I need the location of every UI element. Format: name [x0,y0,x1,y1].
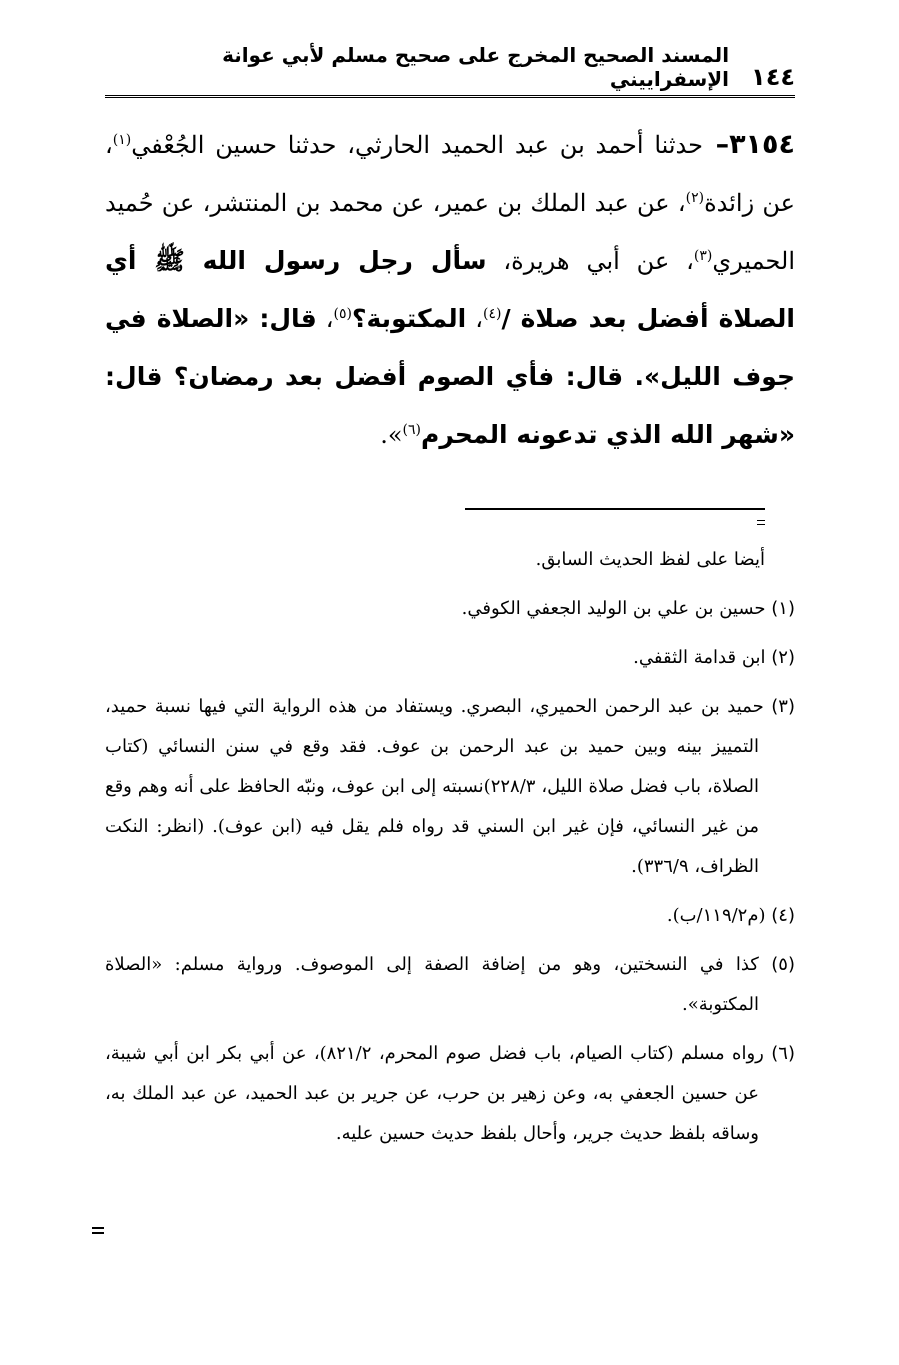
page-number: ١٤٤ [751,63,795,91]
footnote-3 [105,687,795,887]
footnote-text: ابن قدامة الثقفي. [633,647,766,668]
footnote-4 [105,896,795,936]
hadith-text [105,116,795,464]
hadith-isnad-3: ، عن عبد الملك بن عمير، عن محمد بن المنتشر، عن حُميد الحميري [105,189,795,275]
footnote-text: حسين بن علي بن الوليد الجعفي الكوفي. [461,598,766,619]
footnotes [105,540,795,1163]
footnote-continued: أيضا على لفظ الحديث السابق. [535,549,765,570]
hadith-matn-3: قال: «الصلاة في جوف الليل». قال: فأي الصوم أفضل بعد رمضان؟ قال: «شهر الله الذي تدعونه المحرم [105,304,795,449]
hadith-isnad-4: ، عن أبي هريرة، [486,247,694,275]
footnote-number: (٥) [771,954,795,975]
hadith-separator-2: ، [316,305,334,333]
footnote-text: كذا في النسختين، وهو من إضافة الصفة إلى الموصوف. ورواية مسلم: «الصلاة المكتوبة». [105,954,759,1015]
hadith-number: ٣١٥٤ [729,129,795,160]
footnote-ref-6: (٦) [402,422,422,438]
footnote-ref-3: (٣) [693,248,713,264]
continuation-mark [757,520,765,525]
footnote-divider [465,508,765,510]
hadith-matn-2: المكتوبة؟ [352,304,467,333]
footnote-2 [105,638,795,678]
footnote-ref-5: (٥) [333,306,353,322]
footnote-number: (٦) [771,1043,795,1064]
page-end-mark [92,1227,104,1234]
footnote-ref-1: (١) [112,132,132,148]
hadith-separator-1: ، [466,305,483,333]
footnote-text: حميد بن عبد الرحمن الحميري، البصري. ويستفاد من هذه الرواية التي فيها نسبة حميد، التمييز بينه وبين حميد بن عبد الرحمن بن عوف. فقد وقع في سنن النسائي (كتاب الصلاة، باب فضل صلاة الليل، ٢٢٨/٣)نسبته إلى ابن عوف، ونبّه الحافظ على أنه وهم وقع من غير النسائي، فإن غير ابن السني قد رواه فلم يقل فيه (ابن عوف). (انظر: النكت الظراف، ٣٣٦/٩). [105,696,764,877]
footnote-text: رواه مسلم (كتاب الصيام، باب فضل صوم المحرم، ٨٢١/٢)، عن أبي بكر ابن أبي شيبة، عن حسين الجعفي به، وعن زهير بن حرب، عن جرير بن عبد الحميد، عن عبد الملك به، وساقه بلفظ حديث جرير، وأحال بلفظ حديث حسين عليه. [105,1043,764,1144]
hadith-isnad-2: ، عن زائدة [105,131,796,217]
hadith-end: ». [380,421,403,449]
footnote-number: (٣) [771,696,795,717]
hadith-dash: – [703,129,730,160]
hadith-matn-1: سأل رجل رسول الله ﷺ أي الصلاة أفضل بعد صلاة / [105,246,795,333]
running-header [105,43,795,98]
footnote-number: (٢) [771,647,795,668]
footnote-ref-2: (٢) [685,190,705,206]
hadith-isnad-1: حدثنا أحمد بن عبد الحميد الحارثي، حدثنا حسين الجُعْفي [131,131,703,159]
book-title: المسند الصحيح المخرج على صحيح مسلم لأبي عوانة الإسفراييني [222,43,730,91]
footnote-6 [105,1034,795,1154]
footnote-text: (م١١٩/٢/ب). [666,905,766,926]
footnote-number: (١) [771,598,795,619]
footnote-number: (٤) [771,905,795,926]
footnote-5 [105,945,795,1025]
footnote-1 [105,589,795,629]
footnote-ref-4: (٤) [482,306,502,322]
